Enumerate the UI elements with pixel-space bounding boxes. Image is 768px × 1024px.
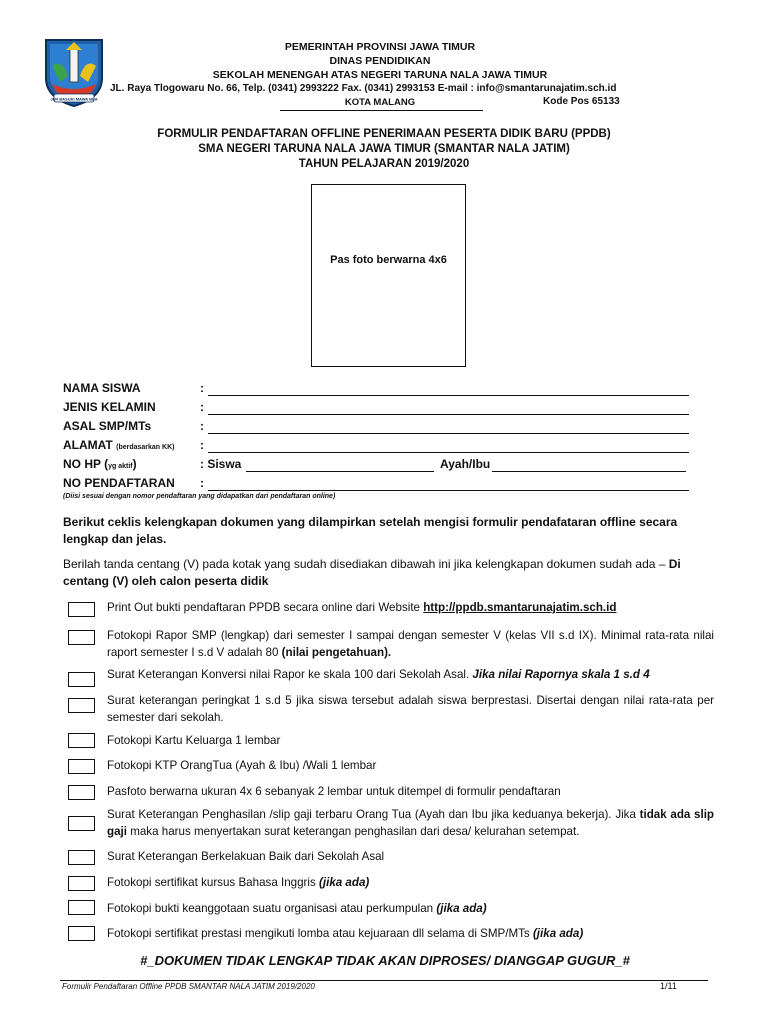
checklist-checkbox[interactable] bbox=[68, 698, 95, 713]
field-colon: : bbox=[200, 381, 204, 395]
form-title-line1: FORMULIR PENDAFTARAN OFFLINE PENERIMAAN PESERTA DIDIK BARU (PPDB) bbox=[157, 128, 611, 140]
checklist-checkbox[interactable] bbox=[68, 876, 95, 891]
checklist-item bbox=[107, 757, 714, 774]
field-colon: : bbox=[200, 400, 204, 414]
footer-divider bbox=[60, 980, 708, 981]
checklist-item-text: Surat Keterangan Berkelakuan Baik dari Sekolah Asal bbox=[107, 850, 385, 863]
checklist-item bbox=[107, 848, 714, 865]
checklist-checkbox[interactable] bbox=[68, 850, 95, 865]
field-label-no-pendaftaran: NO PENDAFTARAN bbox=[63, 476, 175, 490]
checklist-item-text: Fotokopi Rapor SMP (lengkap) dari semester I sampai dengan semester V (kelas VII s.d IX). Minimal rata-rata nilai raport semester I s.d V adalah 80 bbox=[107, 629, 714, 659]
checklist-item-text: Surat keterangan peringkat 1 s.d 5 jika siswa tersebut adalah siswa berprestasi. Disertai dengan nilai rata-rata per semester dari sekolah. bbox=[107, 694, 714, 724]
header-divider bbox=[280, 110, 483, 111]
checklist-item-text: Fotokopi sertifikat prestasi mengikuti lomba atau kejuaraan dll selama di SMP/MTs bbox=[107, 927, 533, 940]
checklist-item-text: Fotokopi bukti keanggotaan suatu organisasi atau perkumpulan bbox=[107, 902, 437, 915]
checklist-checkbox[interactable] bbox=[68, 672, 95, 687]
field-input-jenis-kelamin[interactable] bbox=[208, 402, 689, 415]
emblem-motto: JER BASUKI MAWA BEA bbox=[50, 96, 98, 102]
header-school: SEKOLAH MENENGAH ATAS NEGERI TARUNA NALA JAWA TIMUR bbox=[212, 69, 548, 81]
field-input-hp-ayah[interactable] bbox=[492, 459, 686, 472]
checklist-item bbox=[107, 627, 714, 661]
checklist-checkbox[interactable] bbox=[68, 630, 95, 645]
checklist-item bbox=[107, 732, 714, 749]
checklist-item-text: Fotokopi Kartu Keluarga 1 lembar bbox=[107, 734, 281, 747]
checklist-item-text: Print Out bukti pendaftaran PPDB secara online dari Website bbox=[107, 601, 424, 614]
header-office: DINAS PENDIDIKAN bbox=[329, 55, 431, 67]
instruction-2-normal: Berilah tanda centang (V) pada kotak yang sudah disediakan dibawah ini jika kelengkapan dokumen sudah ada – bbox=[63, 557, 666, 571]
checklist-item-text: Fotokopi sertifikat kursus Bahasa Inggris bbox=[107, 876, 320, 889]
checklist-item bbox=[107, 925, 714, 942]
checklist-item-bold: (jika ada) bbox=[436, 902, 487, 915]
form-note: (Diisi sesuai dengan nomor pendaftaran yang didapatkan dari pendaftaran online) bbox=[63, 493, 336, 500]
checklist-item bbox=[107, 666, 714, 683]
checklist-item bbox=[107, 599, 714, 616]
field-hp-siswa-label: : Siswa bbox=[200, 457, 242, 471]
checklist-checkbox[interactable] bbox=[68, 733, 95, 748]
field-label-asal-smp: ASAL SMP/MTs bbox=[63, 419, 152, 433]
checklist-item-bold: (nilai pengetahuan). bbox=[281, 646, 392, 659]
field-input-nama[interactable] bbox=[208, 383, 689, 396]
warning-text: #_DOKUMEN TIDAK LENGKAP TIDAK AKAN DIPROSES/ DIANGGAP GUGUR_# bbox=[140, 953, 630, 968]
field-label-no-hp-suffix: ) bbox=[132, 457, 137, 471]
field-input-no-pendaftaran[interactable] bbox=[208, 478, 689, 491]
field-colon: : bbox=[200, 476, 204, 490]
field-label-no-hp-text: NO HP ( bbox=[63, 457, 109, 471]
footer-left: Formulir Pendaftaran Offline PPDB SMANTAR NALA JATIM 2019/2020 bbox=[62, 982, 315, 991]
instruction-bold: Berikut ceklis kelengkapan dokumen yang dilampirkan setelah mengisi formulir pendafataran offline secara lengkap dan jelas. bbox=[63, 515, 678, 546]
field-label-no-hp bbox=[63, 457, 137, 471]
instruction-2 bbox=[63, 556, 718, 590]
checklist-checkbox[interactable] bbox=[68, 759, 95, 774]
field-label-alamat-note: (berdasarkan KK) bbox=[116, 444, 175, 451]
checklist-item-bold: tidak ada slip gaji bbox=[107, 808, 714, 838]
photo-box bbox=[311, 184, 466, 367]
footer-page-number: 1/11 bbox=[660, 981, 677, 991]
checklist-item-bold: Jika nilai Rapornya skala 1 s.d 4 bbox=[472, 668, 650, 681]
checklist-checkbox[interactable] bbox=[68, 900, 95, 915]
field-input-alamat[interactable] bbox=[208, 440, 689, 453]
field-colon: : bbox=[200, 438, 204, 452]
field-label-alamat-text: ALAMAT bbox=[63, 438, 113, 452]
field-label-no-hp-note: yg aktif bbox=[108, 463, 133, 470]
field-label-alamat bbox=[63, 438, 174, 452]
checklist-checkbox[interactable] bbox=[68, 602, 95, 617]
checklist-item-bold: (jika ada) bbox=[532, 927, 584, 940]
checklist-item-link[interactable]: http://ppdb.smantarunajatim.sch.id bbox=[423, 601, 617, 614]
field-colon: : bbox=[200, 419, 204, 433]
photo-label: Pas foto berwarna 4x6 bbox=[330, 254, 447, 266]
checklist-item bbox=[107, 900, 714, 917]
instruction-2-bold: Di centang (V) oleh calon peserta didik bbox=[63, 557, 681, 588]
field-label-jenis-kelamin: JENIS KELAMIN bbox=[63, 400, 156, 414]
field-hp-ayah-label: Ayah/Ibu bbox=[440, 457, 491, 471]
form-title-line2: SMA NEGERI TARUNA NALA JAWA TIMUR (SMANTAR NALA JATIM) bbox=[198, 143, 570, 155]
field-input-asal-smp[interactable] bbox=[208, 421, 689, 434]
checklist-item-text: Surat Keterangan Konversi nilai Rapor ke skala 100 dari Sekolah Asal. bbox=[107, 668, 473, 681]
checklist-item bbox=[107, 783, 714, 800]
field-label-nama: NAMA SISWA bbox=[63, 381, 141, 395]
checklist-item-text: Surat Keterangan Penghasilan /slip gaji terbaru Orang Tua (Ayah dan Ibu jika keduanya bekerja). Jika bbox=[107, 808, 640, 821]
checklist-item-tail: maka harus menyertakan surat keterangan penghasilan dari desa/ kelurahan setempat. bbox=[126, 825, 580, 838]
header-city: KOTA MALANG bbox=[344, 97, 416, 108]
header-province: PEMERINTAH PROVINSI JAWA TIMUR bbox=[284, 41, 476, 53]
checklist-checkbox[interactable] bbox=[68, 816, 95, 831]
header-address: JL. Raya Tlogowaru No. 66, Telp. (0341) 2993222 Fax. (0341) 2993153 E-mail : info@smantarunajatim.sch.id bbox=[110, 83, 617, 94]
checklist-checkbox[interactable] bbox=[68, 785, 95, 800]
checklist-item bbox=[107, 806, 714, 840]
checklist-item bbox=[107, 874, 714, 891]
header-postal: Kode Pos 65133 bbox=[543, 96, 620, 107]
east-java-emblem-icon bbox=[42, 36, 106, 108]
checklist-item-text: Pasfoto berwarna ukuran 4x 6 sebanyak 2 lembar untuk ditempel di formulir pendaftaran bbox=[107, 785, 561, 798]
field-input-hp-siswa[interactable] bbox=[246, 459, 434, 472]
checklist-item-bold: (jika ada) bbox=[319, 876, 370, 889]
checklist-item-text: Fotokopi KTP OrangTua (Ayah & Ibu) /Wali 1 lembar bbox=[107, 759, 377, 772]
form-title-line3: TAHUN PELAJARAN 2019/2020 bbox=[298, 158, 470, 170]
checklist-checkbox[interactable] bbox=[68, 926, 95, 941]
checklist-item bbox=[107, 692, 714, 726]
